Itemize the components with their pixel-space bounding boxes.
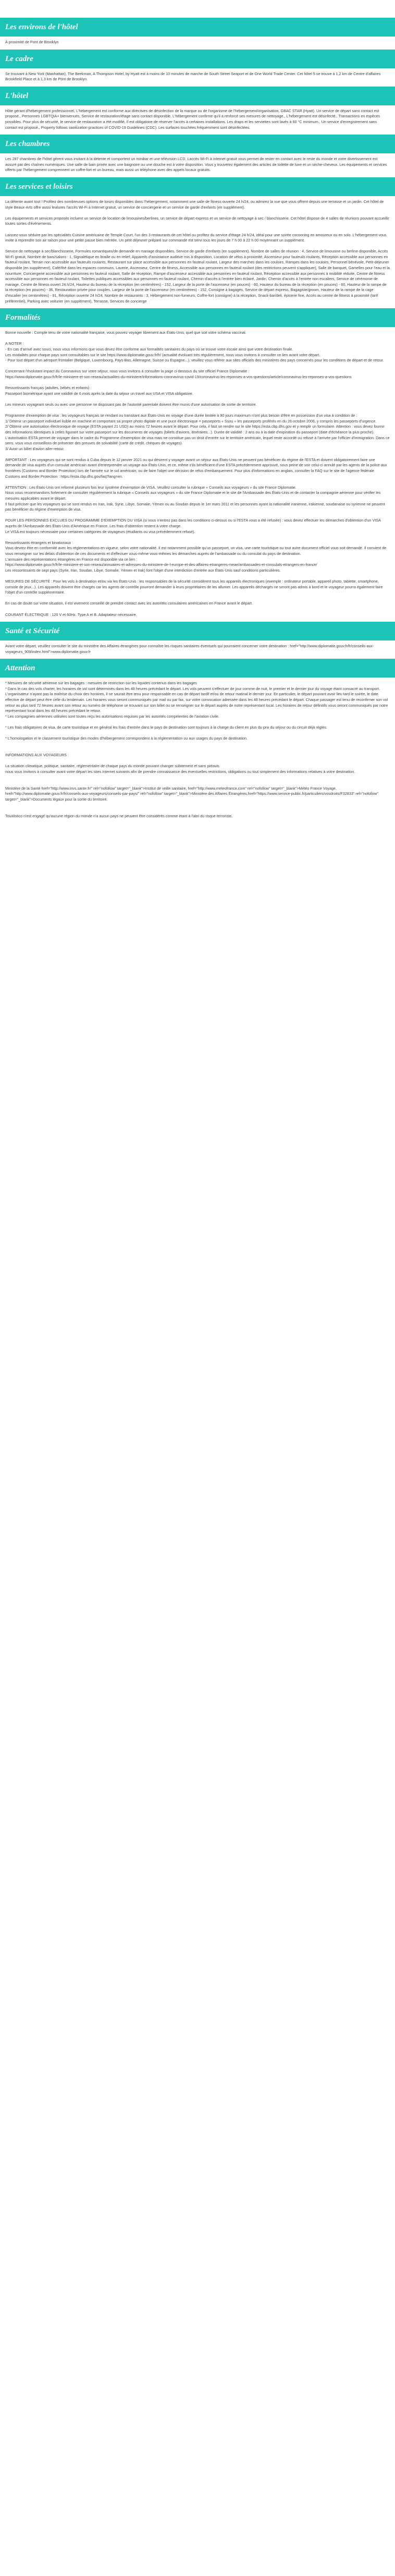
section-body-hotel: Hôte gérant d'hébergement professionnel, L'hébergement est conforme aux directives de désinfection de la marque ou de l'organisme de l'hébergement/organisation, GBAC STAR (Hyatt). Un service de départ sans contact est proposé., Personnes LGBTQIA+ bienvenues, Service de restauration/étage sans contact disponible, L'hébergement confirme qu'il a renforcé ses mesures de nettoyage., L'hébergement est désinfecté., Transactions en espèces possibles. Pour plus de sécurité, le service de restauration a été modifié, il est obligatoire de réserver l'accès à certaines installations. Les draps et les serviettes sont lavés à 60 °C minimum., Un service d'enregistrement sans contact est proposé., Property follows sanitization practices of COVID-19 Guidelines (CDC). Les surfaces touchées fréquemment sont désinfectées.: [5, 108, 381, 130]
section-title-chambres: Les chambres: [0, 135, 395, 153]
section-body-services: La détente avant tout ! Profitez des nombreuses options de loisirs disponibles dans l'hébergement, notamment une salle de fitness ouverte 24 h/24, ou admirez la vue que vous offrent depuis une terrasse et un jardin. Cet hôtel de style Beaux-Arts offre aussi features l'accès Wi-Fi à Internet gratuit, un service de conciergerie et un service de garde d'enfants (en supplément). Les équipements et services proposés incluent un service de location de limousines/berlines, un service de départ express et un service de nettoyage à sec / blanchisserie. Cet hôtel dispose de 4 salles de réunions pouvant accueillir toutes sortes d'événements. Laissez-vous séduire par les spécialités Cuisine américaine de Temple Court, l'un des 3 restaurants de cet hôtel ou profitez du service d'étage 24 h/24, idéal pour une soirée cocooning en amoureux ou en solo. L'hébergement vous invite à reprendre son air raison pour une petite pause bien méritée. Un petit déjeuner préparé sur commande est servi tous les jours de 7 h 00 à 22 h 00 moyennant un supplément. Service de nettoyage à sec/blanchisserie, Formules romantiques/de demande en mariage disponibles, Service de garde d'enfants (en supplément). Nombre de salles de réunion : 4, Service de limousine ou berline disponible, Accès Wi-Fi gratuit, Nombre de bars/salons : 1, Signalétique en braille ou en relief, Appareils d'assistance auditive mis à disposition, Location de vélos à proximité, Ascenseur pour fauteuils roulants, Réception accessible aux personnes en fauteuil roulant, Terrain non accessible aux fauteuils roulants, Restaurant sur place accessible aux personnes en fauteuil roulant, Largeur des marches dans les couloirs, Rampes dans les couloirs, Personnel bénévole, Petit-déjeuner disponible (en supplément), Café/thé dans les espaces communs, Laverie, Ascenseur, Centre de fitness, Accessible aux personnes en fauteuil roulant (des restrictions peuvent s'appliquer), Salle de banquet, Gamelles pour l'eau et la nourriture, Conciergerie accessible aux personnes en fauteuil roulant, Salle de réception, Rampe d'ascenseur accessible aux personnes en fauteuil roulant, Réception accessible aux personnes à mobilité réduite, Centre de fitness accessible aux personnes en fauteuil roulant, Toilettes publiques accessibles aux personnes en fauteuil roulant, Chemin d'accès à l'entrée bien éclairé, Jardin, Chemin d'accès à l'entrée non escaliers, Service de cérémonie de mariage, Centre de fitness ouvert 24 h/24, Hauteur du bureau de la réception (en centimètres) - 152, Largeur de la porte de l'ascenseur (en pouces) - 60, Hauteur du bureau de la réception (en pouces) - 60, Hauteur de la rampe de la réception (en pouces) - 36, Restauration privée pour couples, Largeur de la porte de l'ascenseur (en centimètres) - 152, Consigne à bagages, Service de départ express, Bagagiste/groom, Hauteur de la rampe de la cage d'escalier (en centimètres) - 91, Réception ouverte 24 h/24, Nombre de restaurants : 3, Hébergement non-fumeurs, Coffre-fort (consigne) à la réception, Snack-bar/deli, épicerie fine, Accès au centre de fitness à proximité (tarif préférentiel), Parking avec voiturier (en supplément), Terrasse, Services de concierge: [5, 199, 390, 304]
section-title-services: Les services et loisirs: [0, 177, 395, 196]
section-body-formalites: Bonne nouvelle : Compte tenu de votre nationalité française, vous pouvez voyager librement aux États-Unis, quel que soit votre schéma vaccinal. A NOTER : - En cas d'arrivé avec souci, nous vous informons que vous devez être conforme aux formalités sanitaires du pays où se trouve votre escale ainsi que votre destination finale. Les modalités pour chaque pays sont consultables sur le site https://www.diplomatie.gouv.fr/fr/ (actualité évoluant très régulièrement, nous vous invitons à consulter ce lien avant votre départ. - Pour tout départ d'un aéroport frontalier (Belgique, Luxembourg, Pays-Bas, Allemagne, Suisse ou Espagne...), veuillez vous référer aux sites officiels des ministères des pays concernés pour les conditions de départ et de retour. Concernant l'évolutant impact du Coronavirus sur votre séjour, nous vous invitons à consulter la page ci-dessous du site officiel France Diplomatie : https://www.diplomatie.gouv.fr/fr/le-ministere-et-son-reseau/actualites-du-ministere/informations-coronavirus-covid-19/coronavirus-les-reponses-a-vos-questions/article/coronavirus-les-reponses-a-vos-questions Ressortissants français (adultes, bébés et enfants) : Passeport biométrique ayant une validité de 6 mois après la date du séjour un travel aux USA et VISA obligatoire. Les mineurs voyageant seuls ou avec une personne ne disposant pas de l'autorité parentale doivent être munis d'une autorisation de sortie de territoire. Programme d'exemption de visa : les voyageurs français se rendant ou transitant aux États-Unis en voyage d'une durée limitée à 90 jours maximum n'ont plus besoin d'être en possession d'un visa à condition de : 1/ Détenir un passeport individuel lisible en machine et comportant sa propre photo digitale et une puce électronique = passeports « Ssou » les passeports proférés en du 26 octobre 2006, y compris les passeports d'urgence. 2/ Obtenir une autorisation électronique de voyage (ESTA payant 21 USD) au moins 72 heures avant le départ. Pour cela, il faut se rendre sur le site https://esta.cbp.dhs.gov et y remplir un formulaire. Attention : vous devez fournir des informations identiques à celles figurant sur votre passeport sur les documents de voyages (billets d'avions, itinéraires...). Durée de validité : 2 ans ou à la date d'expiration du passeport (date d'échéance la plus proche). L'autorisation ESTA permet de voyager dans le cadre du Programme d'exemption de visa mais ne constitue pas un droit d'entrée sur le territoire américain, lequel reste accordé ou refusé à l'arrivée par l'officier d'immigration. Dans ce sens, vous vous conseillons de présenter des preuves de solvabilité (carte de crédit, chèques de voyages). 3/ Avoir un billet d'avion aller-retour. IMPORTANT : Les voyageurs qui se sont rendus à Cuba depuis le 12 janvier 2021 ou qui désirent y voyager avant un séjour aux États-Unis ne peuvent pas bénéficier du régime de l'ESTA et doivent obligatoirement faire une demande de visa auprès d'un consulat américain avant d'entreprendre un voyage aux États-Unis, et ce, même s'ils bénéficient d'une ESTA précédemment approuvé, sous peine de voir celui-ci annulé par les agents de la police aux frontières (Customs and Border Protection) lors de l'arrivée sur le sol américain, ou de faire l'objet une décision de refus d'embarquement. Pour plus d'informations en anglais, consulter la FAQ sur le site de l'agence fédérale Customs and Border Protection : https://esta.cbp.dhs.gov/faq?lang=en. ATTENTION : Les États-Unis ont reformé plusieurs fois leur système d'exemption de VISA. Veuillez consulter la rubrique « Conseils aux voyageurs » du site France Diplomatie. Nous vous recommandons fortement de consulter régulièrement la rubrique « Conseils aux voyageurs » du site France Diplomatie et le site de l'Ambassade des États-Unis et de contacter la compagnie aérienne pour vérifier les mesures applicables avant le départ. Il faut préciser que les voyageurs qui se sont rendus en Iran, Irak, Syrie, Libye, Somalie, Yémen ou au Soudan depuis le 1er mars 2011 et les personnes ayant la nationalité iranienne, irakienne, soudanaise ou syrienne ne peuvent pas bénéficier du régime d'exemption de visa. POUR LES PERSONNES EXCLUES DU PROGRAMME D'EXEMPTION DU VISA (si vous n'entrez pas dans les conditions ci-dessus ou si l'ESTA vous a été refusée) : vous devez effectuer les démarches d'obtention d'un VISA auprès de l'Ambassade des États-Unis d'Amérique en France. Les frais d'obtention restent à votre charge. Le VISA est toujours nécessaire pour certaines catégories de voyageurs (étudiants ou visa précédemment refusé). Ressortissants étrangers et binationaux : Vous devrez être en conformité avec les réglementations en vigueur, selon votre nationalité. Il est notamment possible qu'un passeport, un visa, une carte touristique ou tout autre document officiel vous soit demandé. Il convient de vous renseigner sur les délais d'obtention de ces documents et d'effectuer vous-même vous-mêmes les démarches auprès de l'ambassade ou du consulat du pays de destination. L'annuaire des représentations étrangères en France est disponible via ce lien : https://www.diplomatie.gouv.fr/fr/le-ministere-et-son-reseau/annuaires-et-adresses-du-ministere-de-l-europe-et-des-affaires-etrangeres-meae/ambassades-et-consulats-etrangers-en-france/ Les ressortissants de sept pays (Syrie, Iran, Soudan, Libye, Somalie, Yémen et Irak) font l'objet d'une interdiction d'entrée aux États-Unis sauf conditions particulières. MESURES DE SÉCURITÉ : Pour les vols à destination et/ou via les États-Unis : les responsables de la sécurité considèrent tous les appareils électroniques (exemple : ordinateur portable, appareil photo, tablette, smartphone, console de jeux...). Les appareils doivent être chargés car les agents de contrôle pourront demander à leurs propriétaires de les allumer. Les appareils déchargés ne seront pas admis à bord et le voyageur pourra également faire l'objet d'un contrôle supplémentaire. En cas de doute sur votre situation, il est vivement conseillé de prendre contact avec les autorités consulaires américaines en France avant le départ. COURANT ÉLECTRIQUE : 120 V et 60Hz. Type A et B. Adaptateur nécessaire.: [5, 330, 390, 617]
section-body-chambres: Les 287 chambres de l'hôtel gèrent vous invitant à la détente et comportent un minibar et une télévision LCD. Laccès Wi-Fi à internet gratuit vous permet de rester en contact avec le reste du monde et votre divertissement est assuré par des chaînes numériques. Une salle de bain privée avec une baignoire ou une douche est à votre disposition. Vous y trouverez également des articles de toilette de luxe et un sèche-cheveux. Les équipements et services offerts par l'hébergement comprennent un coffre-fort et un bureau, mais aussi un téléphone avec des appels locaux gratuits.: [5, 156, 388, 173]
section-title-environs: Les environs de l'hôtel: [0, 18, 395, 37]
section-body-sante: Avant votre départ, veuillez consulter le site du ministère des Affaires étrangères pour connaître les risques sanitaires éventuels qui pourraient concerner votre destination : href="http://www.diplomatie.gouv.fr/fr/conseils-aux-voyageurs_909/index.html">www.diplomatie.gouv.fr: [5, 644, 374, 654]
section-body-attention: * Mesures de sécurité aérienne sur les bagages : mesures de restriction sur les liquides contenus dans les bagages * Dans le cas des vols charter, les horaires de vol sont déterminés dans les 48 heures précédant le départ. Les vols peuvent s'effectuer de jour comme de nuit, le premier et le dernier jour du voyage étant consacré au transport. L'organisateur n'ayant pas la maîtrise du choix des horaires, il ne saurait être tenu pour responsable en cas de départ tardif et/ou de retour matinal le dernier jour. En particulier, le départ pouvant avoir lieu tard le soirée, le date effective de départ peut être celle du lendemain. Les horaires vous seront communiqués par mail ou par fax, sur votre convocation adressée dans les 48 heures précédant le départ. Chaque passager est tenu de reconfirmer son vol retour au plus tard 72 heures avant son retour au numéro de téléphone se trouvant sur son billet ou se renseigner sur le départ auprès de notre représentant local. Les horaires de retour définitifs vous seront communiqués par notre représentant local dans les 48 heures précédant le retour. * Les compagnies aériennes utilisées sont toutes reçu les autorisations requises par les autorités compétentes de l'aviation civile. * Les frais obligatoires de visa, de carte touristique et en général les frais d'entrée dans le pays de destination sont toujours à la charge du client en plus du prix du séjour ou du circuit déjà réglés. * L'homologation et le classement touristique des modes d'hébergement correspondent à la réglementation ou aux usages du pays de destination. INFORMATIONS AUX VOYAGEURS : La situation climatique, politique, sanitaire, réglementaire de chaque pays du monde pouvant changer subitement et sans préavis nous vous invitons à consulter avant votre départ les sites Internet suivants afin de prendre connaissance des éventuelles restrictions, obligations ou tout simplement des informations relatives à votre destination. Ministère de la Santé href="http://www.invs.sante.fr/" rel="nofollow" target="_blank">Institut de veille sanitaire, href="http://www.meteofrance.com" rel="nofollow" target="_blank">Météo France Voyage, href="http://www.diplomatie.gouv.fr/fr/conseils-aux-voyageurs/conseils-par-pays/" rel="nofollow" target="_blank">Ministère des Affaires Étrangères,href="https://www.service-public.fr/particuliers/vosdroits/F32833" rel="nofollow" target="_blank">Documents légaux pour la sortie du territoire. Touxlistico n'est engagé qu'aucune région du monde n'a aucun pays ne peuvent être considérés comme étant à l'abri du risque terroriste.: [5, 681, 388, 818]
section-title-attention: Attention: [0, 659, 395, 678]
section-body-environs: À proximité de Pont de Brooklyn: [5, 40, 59, 44]
section-title-hotel: L'hôtel: [0, 87, 395, 105]
page: [0, 18, 395, 823]
section-body-cadre: Se trouvant à New York (Manhattan), The Beekman, A Thompson Hotel, by Hyatt est à moins de 10 minutes de marche de South Street Seaport et de One World Trade Center. Cet hôtel 5 se trouve à 1,2 km de Centre d'affaires Brookfield Place et à 1,3 km de Pont de Brooklyn.: [5, 71, 382, 82]
section-title-sante: Santé et Sécurité: [0, 622, 395, 640]
section-title-cadre: Le cadre: [0, 50, 395, 68]
section-title-formalites: Formalités: [0, 308, 395, 327]
